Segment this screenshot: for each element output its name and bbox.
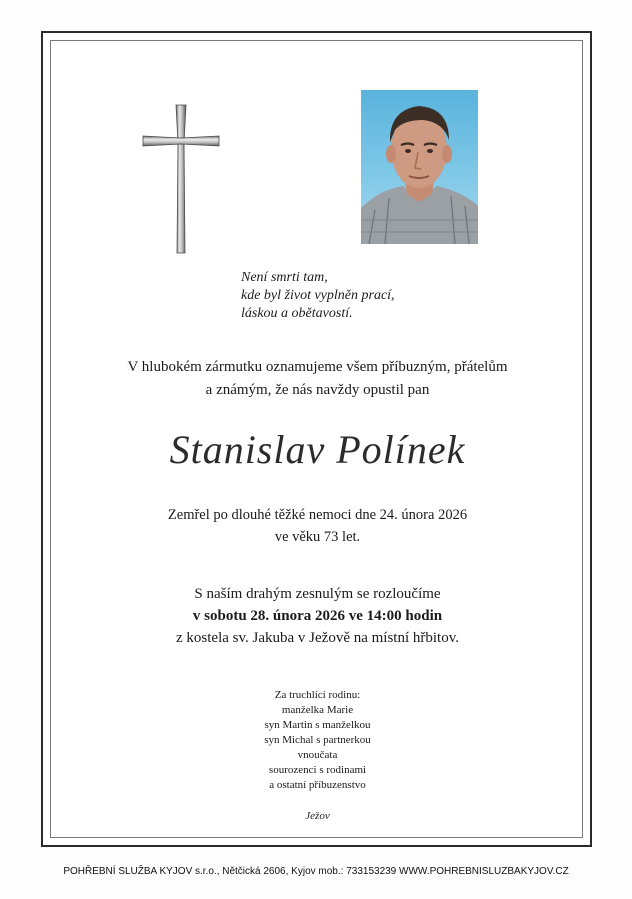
announcement [43,356,592,402]
announcement-line: a známým, že nás navždy opustil pan [205,382,430,398]
family-line: sourozenci s rodinami [268,764,367,776]
death-info [43,504,592,548]
farewell-place: z kostela sv. Jakuba v Ježově na místní hřbitov. [176,630,459,646]
family-line: syn Martin s manželkou [264,719,371,731]
obituary-frame [41,31,592,847]
death-line: ve věku 73 let. [274,529,361,545]
portrait-photo [361,90,478,244]
death-line: Zemřel po dlouhé těžké nemoci dne 24. února 2026 [167,507,468,523]
family-line: syn Michal s partnerkou [264,734,371,746]
poem-line: Není smrti tam, [241,270,328,285]
deceased-name: Stanislav Polínek [169,427,466,472]
farewell-info [43,583,592,649]
farewell-line: S naším drahým zesnulým se rozloučíme [194,586,441,602]
announcement-line: V hlubokém zármutku oznamujeme všem příbuzným, přátelům [127,359,508,375]
family-line: Za truchlící rodinu: [274,689,361,701]
farewell-date: v sobotu 28. února 2026 ve 14:00 hodin [192,608,443,624]
family-list [43,688,592,793]
family-line: manželka Marie [281,704,354,716]
place-name: Ježov [305,810,330,822]
poem-line: kde byl život vyplněn prací, [241,288,395,303]
poem-line: láskou a obětavostí. [241,306,353,321]
family-line: a ostatní příbuzenstvo [269,779,366,791]
poem [241,269,481,323]
cross-icon [141,103,221,255]
funeral-service-footer: POHŘEBNÍ SLUŽBA KYJOV s.r.o., Nětčická 2606, Kyjov mob.: 733153239 WWW.POHREBNISLUZBAKYJOV.CZ [63,866,569,877]
family-line: vnoučata [297,749,338,761]
